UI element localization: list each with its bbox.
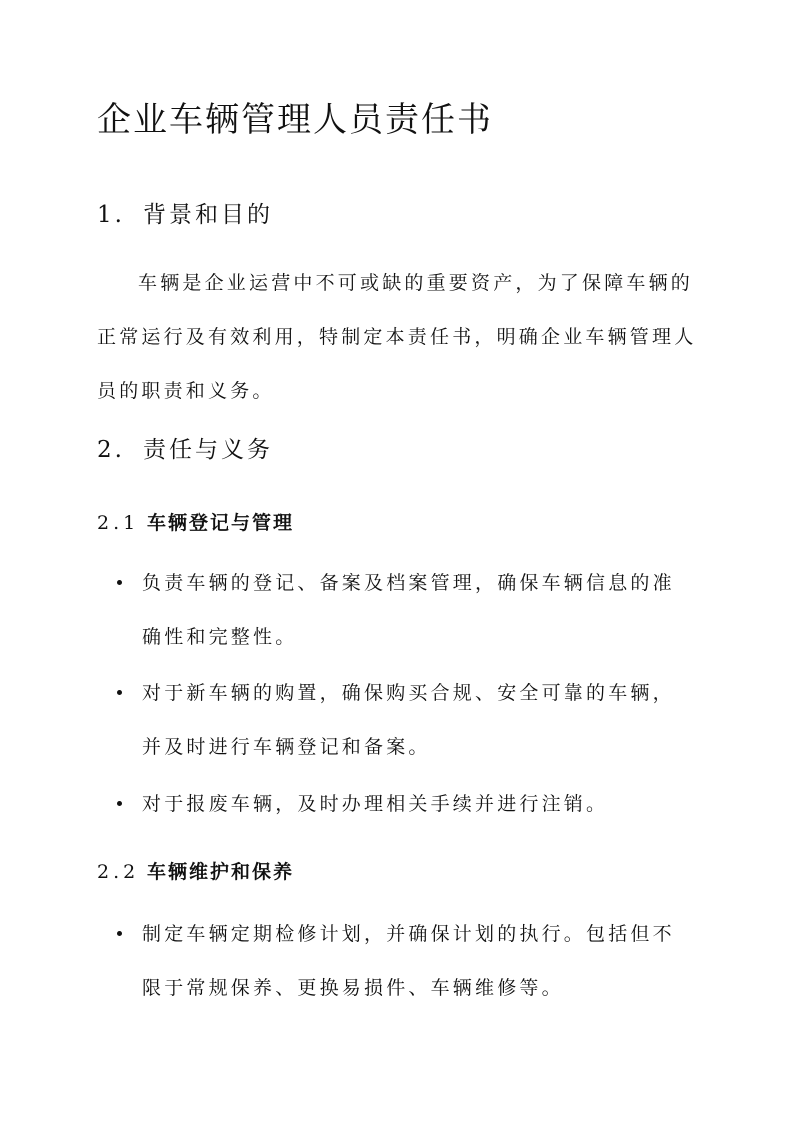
subsection-title: 车辆维护和保养 xyxy=(147,861,295,883)
list-item xyxy=(117,666,695,774)
bullet-icon xyxy=(117,801,122,806)
list-item xyxy=(117,556,695,664)
section-heading-1 xyxy=(97,196,273,229)
subsection-heading-2-2 xyxy=(97,857,294,884)
subsection-number: 2.2 xyxy=(97,861,140,883)
bullet-icon xyxy=(117,690,122,695)
section-title: 背景和目的 xyxy=(143,202,273,228)
section-heading-2 xyxy=(97,431,273,464)
document-title: 企业车辆管理人员责任书 xyxy=(97,100,493,140)
list-item xyxy=(117,777,695,831)
section-number: 1. xyxy=(97,202,125,228)
bullet-icon xyxy=(117,580,122,585)
section-number: 2. xyxy=(97,437,125,463)
list-item xyxy=(117,907,695,1015)
list-item-text: 负责车辆的登记、备案及档案管理，确保车辆信息的准确性和完整性。 xyxy=(142,572,675,648)
section-title: 责任与义务 xyxy=(143,437,273,463)
subsection-heading-2-1 xyxy=(97,508,294,535)
bullet-icon xyxy=(117,931,122,936)
list-item-text: 对于报废车辆，及时办理相关手续并进行注销。 xyxy=(142,793,609,815)
list-item-text: 对于新车辆的购置，确保购买合规、安全可靠的车辆，并及时进行车辆登记和备案。 xyxy=(142,682,675,758)
list-item-text: 制定车辆定期检修计划，并确保计划的执行。包括但不限于常规保养、更换易损件、车辆维修等。 xyxy=(142,923,675,999)
section-1-paragraph: 车辆是企业运营中不可或缺的重要资产，为了保障车辆的正常运行及有效利用，特制定本责任书，明确企业车辆管理人员的职责和义务。 xyxy=(97,272,697,402)
subsection-number: 2.1 xyxy=(97,512,140,534)
subsection-title: 车辆登记与管理 xyxy=(147,512,295,534)
